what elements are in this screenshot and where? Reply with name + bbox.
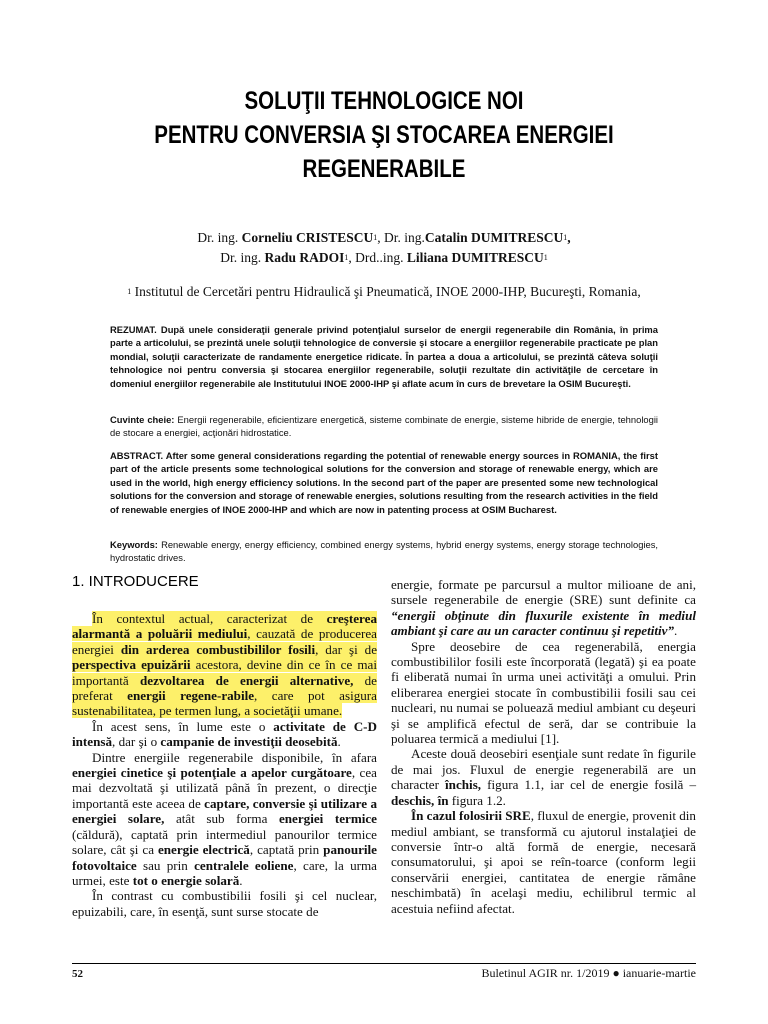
intro-paragraph-4: În contrast cu combustibilii fosili şi cel nuclear, epuizabili, care, în esenţă, sunt surse stocate de (72, 888, 377, 919)
paper-title (118, 84, 649, 186)
text-run: În acest sens, în lume este o (92, 718, 274, 734)
affiliation-sup: 1 (127, 287, 132, 296)
author-sup: 1 (344, 253, 349, 262)
affiliation (60, 282, 708, 302)
bold-run: captare, conversie şi utilizare a energiei solare, (72, 795, 377, 827)
author-sup: 1 (563, 233, 568, 242)
bold-run: tot o energie solară (132, 872, 240, 888)
text-run: , fluxul de energie, provenit din mediul ambiant, se transformă cu ajutorul instalaţiei de conversie într-o altă formă de energie, necesară consumatorului, şi apoi se reîn-toarce (conform legii conservării energiei, cantitatea de energie rămâne neschimbată) în acelaşi mediu, echilibrul termic al acestuia nefiind afectat. (391, 808, 696, 916)
cuvinte-text: Energii regenerabile, eficientizare energetică, sisteme combinate de energie, sisteme hibride de energie, tehnologii de stocare a energiei, acţionări hidrostatice. (110, 414, 658, 439)
bold-run: panourile fotovoltaice (72, 842, 377, 873)
author-name: Liliana DUMITRESCU (406, 250, 544, 265)
title-line-1: SOLUŢII TEHNOLOGICE NOI (244, 87, 524, 115)
left-column (72, 611, 377, 919)
title-line-3: REGENERABILE (302, 155, 466, 183)
intro-paragraph-3 (72, 750, 377, 889)
intro-paragraph-5 (391, 577, 696, 639)
text-run: de preferat (72, 672, 377, 704)
authors-line-1 (60, 228, 708, 248)
author-name: Corneliu CRISTESCU (241, 230, 374, 245)
text-run: . (239, 872, 243, 888)
author-sep: , (567, 230, 571, 245)
abstract-text: After some general considerations regarding the potential of renewable energy sources in ROMANIA, the first part of the article presents some technological solutions for the conversion and storage of renewable energy, which are used in the world, high energy efficiency solutions. In the second part of the paper are presented some new technological solutions for the conversion and storage of renewable energies, solutions resulting from the research activities in the field of renewable energies of INOE 2000-IHP and which are now in patenting process at OSIM Bucharest. (110, 450, 658, 515)
text-run: , cauzată de producerea energiei (72, 626, 377, 657)
intro-paragraph-2 (72, 719, 377, 750)
section-heading: 1. INTRODUCERE (72, 573, 199, 590)
bold-run: campanie de investiţii deosebită (160, 734, 338, 750)
text-run: figura 1.2. (448, 792, 506, 808)
keywords-label: Keywords: (110, 539, 158, 550)
rezumat-label: REZUMAT. (110, 324, 157, 335)
journal-reference: Buletinul AGIR nr. 1/2019 ● ianuarie-martie (481, 966, 696, 980)
text-run: , care, la urma urmei, este (72, 857, 377, 888)
text-run: Aceste două deosebiri esenţiale sunt redate în figurile de mai jos. Fluxul de energie regenerabilă are un character (391, 746, 696, 793)
cuvinte-cheie-paragraph (110, 413, 658, 440)
author-prefix: , Dr. ing. (377, 230, 425, 245)
text-run: , dar şi de (315, 641, 378, 657)
cuvinte-label: Cuvinte cheie: (110, 414, 175, 425)
keywords-text: Renewable energy, energy efficiency, combined energy systems, hybrid energy systems, energy storage technologies, hydrostatic drives. (110, 539, 659, 564)
bold-run: creşterea alarmantă a poluării mediului (72, 611, 377, 642)
text-run: (căldură), captată prin intermediul panourilor termice solare, cât şi ca (72, 826, 377, 858)
author-sup: 1 (543, 253, 548, 262)
bold-run: dezvoltarea de energii alternative, (139, 672, 354, 688)
bold-italic-run: “energii obţinute din fluxurile existente în mediul ambiant şi care au un caracter continuu şi repetitiv” (391, 607, 696, 639)
bold-run: din arderea combustibililor fosili (120, 641, 316, 657)
rezumat-paragraph (110, 323, 658, 390)
authors-line-2 (60, 248, 708, 268)
text-run: energie, formate pe parcursul a multor milioane de ani, sursele regenerabile de energie (SRE) sunt definite ca (391, 577, 696, 608)
right-column (391, 577, 696, 916)
intro-paragraph-1 (72, 611, 377, 719)
title-line-2: PENTRU CONVERSIA ŞI STOCAREA ENERGIEI (154, 121, 614, 149)
author-name: Radu RADOI (264, 250, 345, 265)
affiliation-text: Institutul de Cercetări pentru Hidraulică şi Pneumatică, INOE 2000-IHP, Bucureşti, Romania, (134, 284, 641, 299)
text-run: În contextul actual, caracterizat de (92, 611, 327, 626)
text-run: , cea mai dezvoltată şi utilizată până în prezent, o direcţie importantă este aceea de (72, 765, 377, 811)
text-run: , dar şi o (112, 734, 161, 750)
text-run: . (674, 623, 678, 639)
bold-run: energie electrică (157, 842, 250, 858)
bold-run: energii regene-rabile (127, 688, 255, 704)
text-run: sau prin (136, 857, 195, 873)
text-run: acestora, devine din ce în ce mai importantă (72, 657, 377, 688)
author-prefix: Dr. ing. (197, 230, 239, 245)
bold-run: activitate de C-D intensă (72, 718, 377, 750)
authors-block (60, 228, 708, 268)
bold-run: În cazul folosirii SRE (411, 808, 531, 824)
text-run: Dintre energiile regenerabile disponibile, în afara (92, 749, 377, 765)
bold-run: închis, (445, 777, 482, 793)
bold-run: centralele eoliene (194, 857, 294, 873)
abstract-label: ABSTRACT. (110, 450, 164, 461)
author-sup: 1 (373, 233, 378, 242)
abstract-paragraph (110, 449, 658, 516)
keywords-paragraph (110, 538, 658, 565)
intro-paragraph-8 (391, 808, 696, 916)
text-run: figura 1.1, iar cel de energie fosilă – (481, 777, 696, 793)
author-prefix: Dr. ing. (220, 250, 262, 265)
rezumat-text: După unele consideraţii generale privind potenţialul surselor de energii regenerabile din România, în prima parte a articolului, se prezintă unele soluţii tehnologice de conversie şi stocare a energiilor regenerabile practicate pe plan mondial, soluţii caracterizate de randamente energetice ridicate. În partea a doua a articolului, se prezintă câteva soluţii tehnologice noi pentru conversia şi stocarea energiilor regenerabile, soluţii rezultate din activităţile de cercetare în domeniul energiilor regenerabile ale Institutului INOE 2000-IHP şi aflate acum în curs de brevetare la OSIM Bucureşti. (110, 324, 658, 389)
intro-paragraph-7 (391, 746, 696, 808)
text-run: , care pot asigura sustenabilitatea, pe termen lung, a societăţii umane. (72, 688, 377, 719)
intro-paragraph-6: Spre deosebire de cea regenerabilă, energia combustibililor fosili este încorporată (legată) şi ea poate fi eliberată numai în urma unei activităţi a omului. Prin eliberarea energiei stocate în combustibilii fosili sau cei nucleari, nu numai se poluează mediul ambiant cu deşeuri şi se amplifică efectul de seră, dar se contribuie la poluarea termică a mediului [1]. (391, 638, 696, 747)
author-prefix: , Drd..ing. (348, 250, 404, 265)
author-name: Catalin DUMITRESCU (424, 230, 564, 245)
bold-run: energiei cinetice şi potenţiale a apelor curgătoare (72, 765, 352, 781)
bold-run: deschis, în (391, 792, 449, 808)
text-run: . (337, 734, 341, 750)
text-run: atât sub forma (164, 811, 279, 827)
text-run: , captată prin (249, 842, 324, 858)
footer-rule (72, 963, 696, 964)
bold-run: perspectiva epuizării (72, 657, 191, 673)
page-number: 52 (72, 968, 83, 980)
bold-run: energiei termice (278, 811, 377, 827)
highlighted-passage (72, 611, 377, 718)
